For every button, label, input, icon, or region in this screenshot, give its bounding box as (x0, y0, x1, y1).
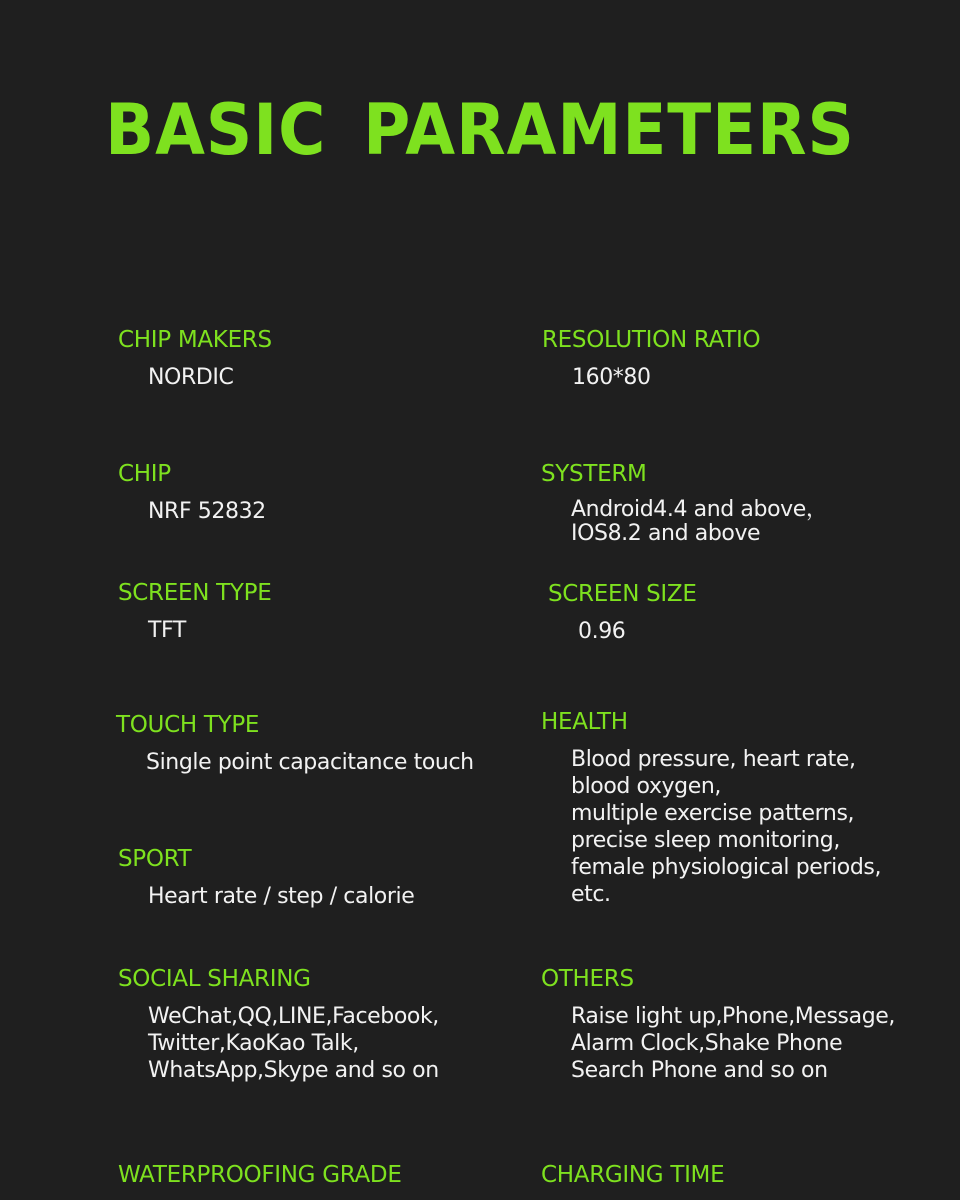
title-word-parameters: PARAMETERS (363, 89, 855, 171)
param-systerm (541, 460, 827, 546)
param-value-line: Heart rate / step / calorie (148, 884, 415, 909)
param-label: SYSTERM (541, 461, 647, 487)
param-value-line: Single point capacitance touch (146, 750, 474, 775)
param-others (541, 965, 895, 1084)
param-value (541, 1003, 895, 1084)
param-charging-time (541, 1161, 724, 1189)
title-word-basic: BASIC (105, 89, 327, 171)
param-health (541, 708, 881, 908)
param-value-line: etc. (571, 882, 611, 907)
param-value-line: TFT (148, 618, 186, 643)
param-value (548, 618, 697, 645)
param-value-line: female physiological periods, (571, 855, 882, 880)
param-label: CHIP (118, 461, 171, 487)
param-value (541, 746, 881, 908)
param-label: SPORT (118, 846, 192, 872)
param-value (116, 749, 474, 776)
param-screen-type (118, 579, 271, 644)
param-value (118, 617, 271, 644)
param-label: CHARGING TIME (541, 1162, 725, 1188)
param-waterproofing-grade (118, 1161, 402, 1189)
param-label: HEALTH (541, 709, 628, 735)
param-value-line: Android4.4 and above， (571, 497, 828, 522)
page-title (38, 88, 921, 172)
param-value (118, 364, 272, 391)
param-label: OTHERS (541, 966, 634, 992)
param-label: CHIP MAKERS (118, 327, 272, 353)
param-value (118, 883, 414, 910)
param-value (118, 498, 266, 525)
param-value-line: Twitter,KaoKao Talk, (148, 1031, 359, 1056)
param-sport (118, 845, 414, 910)
param-value (542, 364, 760, 391)
param-resolution-ratio (542, 326, 760, 391)
param-chip (118, 460, 266, 525)
param-value-line: NRF 52832 (148, 499, 266, 524)
param-value-line: blood oxygen, (571, 774, 722, 799)
param-label: SCREEN TYPE (118, 580, 272, 606)
param-screen-size (548, 580, 697, 645)
param-touch-type (116, 711, 474, 776)
param-label: SOCIAL SHARING (118, 966, 311, 992)
param-value-line: Raise light up,Phone,Message, (571, 1004, 895, 1029)
param-label: RESOLUTION RATIO (542, 327, 761, 353)
param-value-line: NORDIC (148, 365, 234, 390)
param-value-line: IOS8.2 and above (571, 521, 761, 546)
param-value-line: WeChat,QQ,LINE,Facebook, (148, 1004, 439, 1029)
param-value-line: 160*80 (572, 365, 651, 390)
param-label: WATERPROOFING GRADE (118, 1162, 402, 1188)
param-chip-makers (118, 326, 272, 391)
param-label: TOUCH TYPE (116, 712, 260, 738)
param-value-line: Search Phone and so on (571, 1058, 828, 1083)
param-value-line: multiple exercise patterns, (571, 801, 855, 826)
param-value-line: WhatsApp,Skype and so on (148, 1058, 439, 1083)
param-value-line: precise sleep monitoring, (571, 828, 840, 853)
param-social-sharing (118, 965, 439, 1084)
param-value-line: Alarm Clock,Shake Phone (571, 1031, 843, 1056)
param-value-line: Blood pressure, heart rate, (571, 747, 856, 772)
param-label: SCREEN SIZE (548, 581, 697, 607)
param-value (541, 498, 827, 546)
param-value-line: 0.96 (578, 619, 626, 644)
param-value (118, 1003, 439, 1084)
